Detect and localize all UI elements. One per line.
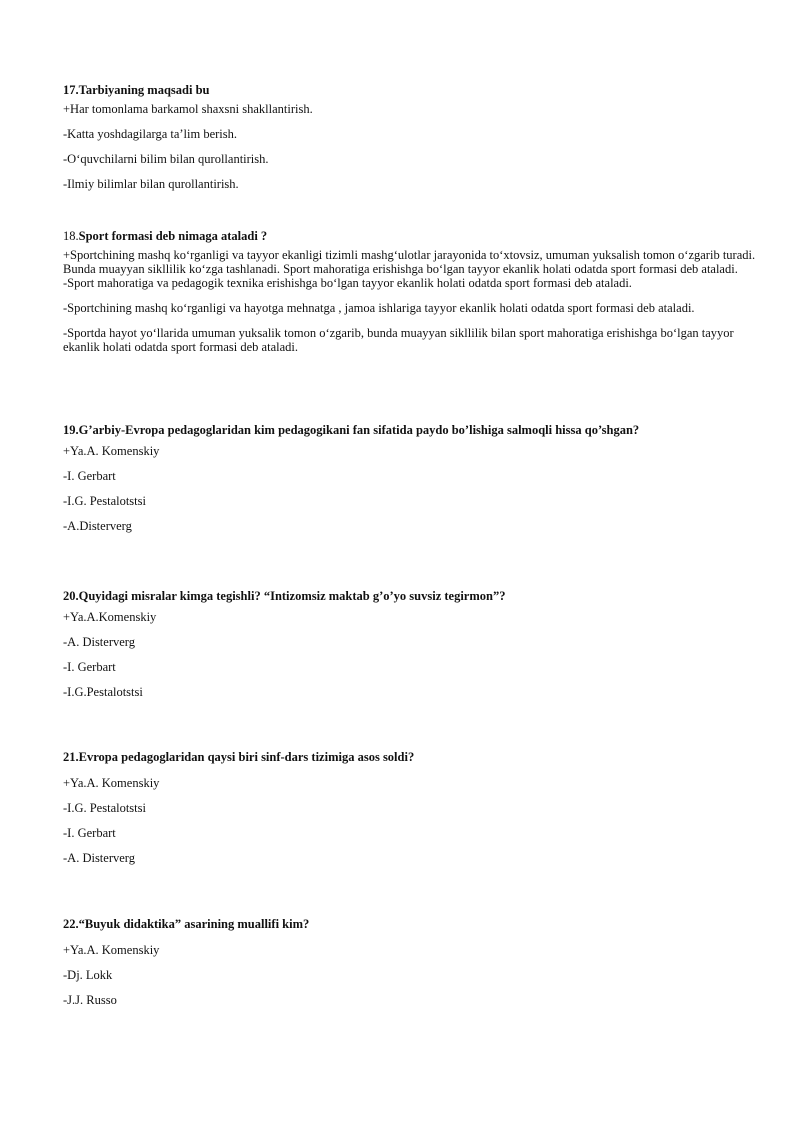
answer-option: -I. Gerbart [63,826,116,840]
answer-option: -A. Disterverg [63,635,135,649]
answer-option: -Sportchining mashq ko‘rganligi va hayotga mehnatga , jamoa ishlariga tayyor ekanlik holati odatda sport formasi deb ataladi. [63,301,695,315]
answer-option: -I.G. Pestalotstsi [63,494,146,508]
question-title: 17.Tarbiyaning maqsadi bu [63,83,210,97]
answer-option: +Ya.A.Komenskiy [63,610,157,624]
answer-option: +Sportchining mashq ko‘rganligi va tayyor ekanligi tizimli mashg‘ulotlar jarayonida to‘xtovsiz, umuman yuksalish tomon o‘zgarib turadi. Bunda muayyan sikllilik ko‘zga tashlanadi. Sport mahoratiga erishishga bo‘lgan tayyor ekanlik holati odatda sport formasi deb ataladi. [63,248,756,276]
question-text: Sport formasi deb nimaga ataladi ? [78,229,268,243]
answer-option: -I.G.Pestalotstsi [63,685,143,699]
question-18 [63,229,763,354]
question-number: 18. [63,229,79,243]
answer-option: -I.G. Pestalotstsi [63,801,146,815]
question-20 [63,589,763,699]
answer-option: -A.Disterverg [63,519,132,533]
question-19 [63,423,763,533]
answer-option: -Sportda hayot yo‘llarida umuman yuksalik tomon o‘zgarib, bunda muayyan sikllilik bilan sport mahoratiga erishishga bo‘lgan tayyor ekanlik holati odatda sport formasi deb ataladi. [63,326,734,354]
answer-option: -A. Disterverg [63,851,135,865]
answer-option: +Ya.A. Komenskiy [63,444,160,458]
answer-option: +Ya.A. Komenskiy [63,776,160,790]
question-title [63,229,763,244]
answer-option: +Ya.A. Komenskiy [63,943,160,957]
question-title: 21.Evropa pedagoglaridan qaysi biri sinf-dars tizimiga asos soldi? [63,750,415,764]
question-17 [63,83,763,191]
question-title: 20.Quyidagi misralar kimga tegishli? “Intizomsiz maktab g’o’yo suvsiz tegirmon”? [63,589,506,603]
answer-option: -Katta yoshdagilarga ta’lim berish. [63,127,238,141]
answer-option: -J.J. Russo [63,993,117,1007]
answer-option: -O‘quvchilarni bilim bilan qurollantirish. [63,152,269,166]
question-title: 22.“Buyuk didaktika” asarining muallifi kim? [63,917,310,931]
question-title: 19.G’arbiy-Evropa pedagoglaridan kim pedagogikani fan sifatida paydo bo’lishiga salmoqli hissa qo’shgan? [63,423,640,437]
answer-option: -I. Gerbart [63,660,116,674]
question-21 [63,750,763,865]
answer-option: -I. Gerbart [63,469,116,483]
answer-option: +Har tomonlama barkamol shaxsni shakllantirish. [63,102,313,116]
answer-option: -Dj. Lokk [63,968,113,982]
answer-option: -Ilmiy bilimlar bilan qurollantirish. [63,177,239,191]
question-22 [63,917,763,1007]
answer-option: -Sport mahoratiga va pedagogik texnika erishishga bo‘lgan tayyor ekanlik holati odatda sport formasi deb ataladi. [63,276,632,290]
